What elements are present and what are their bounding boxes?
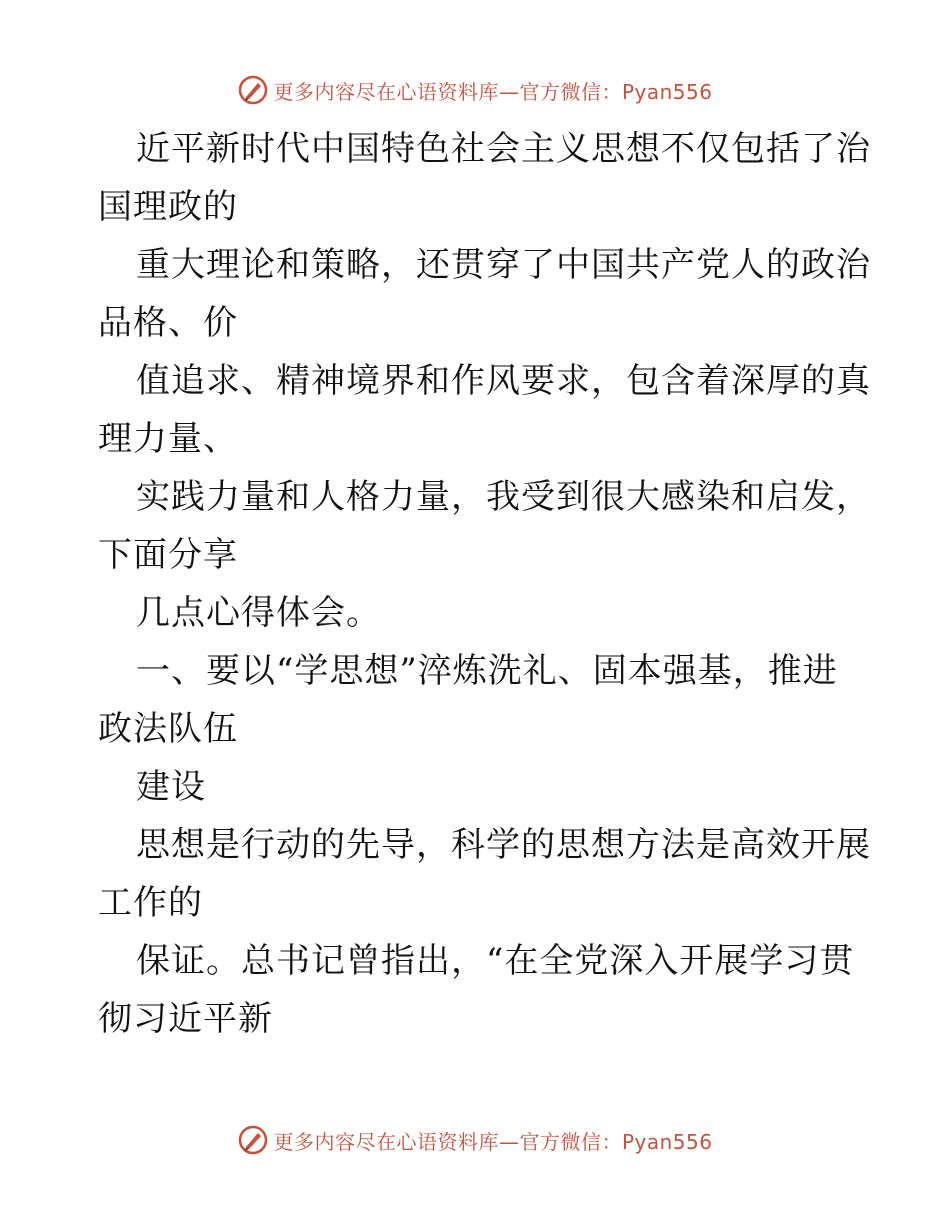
text-line: 理力量、 [98,419,238,459]
section-heading: 一、要以“学思想”淬炼洗礼、固本强基，推进 [136,651,838,691]
text-line: 实践力量和人格力量，我受到很大感染和启发， [136,477,871,517]
text-line: 近平新时代中国特色社会主义思想不仅包括了治 [136,129,871,169]
watermark-footer [0,1120,950,1160]
section-heading-cont: 建设 [136,767,206,807]
text-line: 保证。总书记曾指出，“在全党深入开展学习贯 [136,941,855,981]
text-line: 品格、价 [98,303,238,343]
watermark-text: 更多内容尽在心语资料库—官方微信：Pyan556 [273,1129,713,1154]
text-line: 值追求、精神境界和作风要求，包含着深厚的真 [136,361,871,401]
text-line: 工作的 [98,883,203,923]
document-body [98,120,871,1048]
text-line: 下面分享 [98,535,238,575]
text-line: 思想是行动的先导，科学的思想方法是高效开展 [136,825,871,865]
section-heading-cont: 政法队伍 [98,709,238,749]
text-line: 国理政的 [98,187,238,227]
watermark-header [0,70,950,110]
watermark-text: 更多内容尽在心语资料库—官方微信：Pyan556 [273,79,713,104]
pen-circle-icon [237,1124,269,1156]
pen-circle-icon [237,74,269,106]
text-line: 彻习近平新 [98,999,273,1039]
text-line: 重大理论和策略，还贯穿了中国共产党人的政治 [136,245,871,285]
text-line: 几点心得体会。 [136,593,381,633]
